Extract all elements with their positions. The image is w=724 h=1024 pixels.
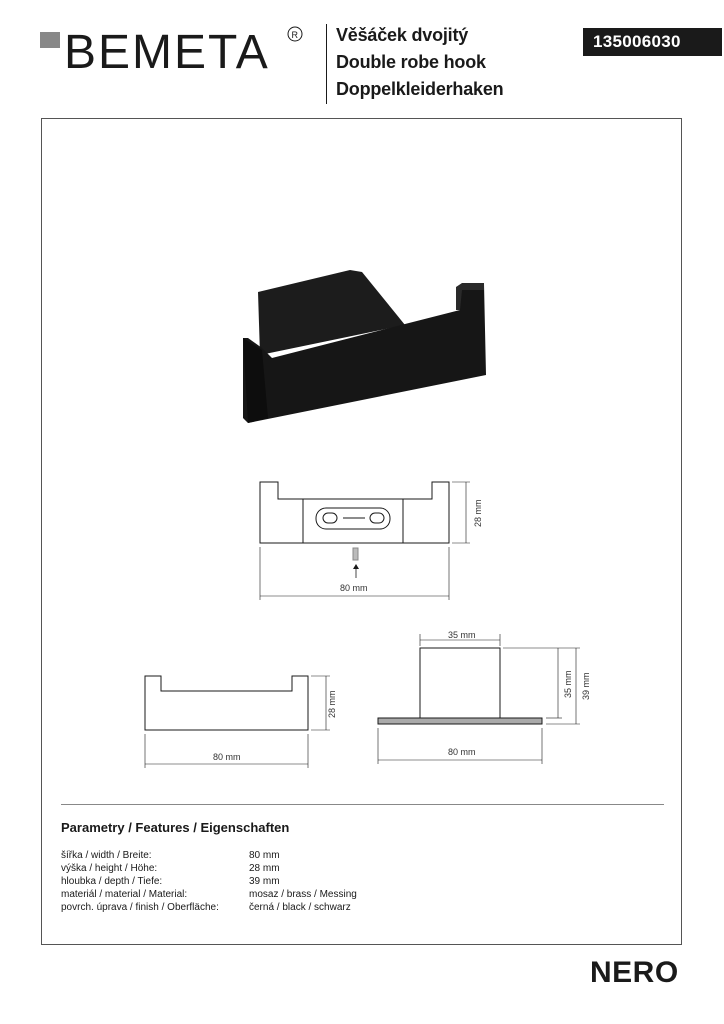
feature-value: 28 mm	[249, 863, 280, 874]
feature-value: černá / black / schwarz	[249, 902, 351, 913]
front-width-label: 80 mm	[340, 583, 368, 593]
arrow-up-icon	[353, 564, 359, 569]
side-height-label: 28 mm	[327, 690, 337, 718]
feature-value: 80 mm	[249, 850, 280, 861]
side-view-outline	[145, 676, 308, 730]
logo-text: BEMETA	[64, 26, 270, 79]
top-depth-label: 35 mm	[448, 630, 476, 640]
top-view-body	[420, 648, 500, 718]
title-cz: Věšáček dvojitý	[336, 25, 469, 45]
feature-value: 39 mm	[249, 876, 280, 887]
screw-icon	[353, 548, 358, 560]
feature-label: šířka / width / Breite:	[61, 850, 152, 861]
product-code-badge: 135006030	[583, 28, 722, 56]
feature-label: materiál / material / Material:	[61, 889, 188, 900]
feature-row	[61, 888, 357, 901]
slot-hole-left-icon	[323, 513, 337, 523]
slot-hole-right-icon	[370, 513, 384, 523]
registered-mark-text: R	[291, 30, 298, 40]
features-divider	[61, 804, 664, 805]
feature-value: mosaz / brass / Messing	[249, 889, 357, 900]
feature-label: výška / height / Höhe:	[61, 863, 158, 874]
features-table	[61, 849, 357, 914]
side-width-label: 80 mm	[213, 752, 241, 762]
front-height-label: 28 mm	[473, 499, 483, 527]
front-view-outline	[260, 482, 449, 543]
title-en: Double robe hook	[336, 52, 486, 72]
top-view-base	[378, 718, 542, 724]
feature-row	[61, 875, 357, 888]
product-render	[243, 270, 486, 423]
feature-row	[61, 849, 357, 862]
top-view	[378, 634, 580, 764]
series-name: NERO	[590, 956, 679, 989]
top-width-label: 80 mm	[448, 747, 476, 757]
feature-row	[61, 901, 357, 914]
feature-label: hloubka / depth / Tiefe:	[61, 876, 163, 887]
top-h2-label: 39 mm	[581, 672, 591, 700]
title-de: Doppelkleiderhaken	[336, 79, 504, 99]
feature-row	[61, 862, 357, 875]
features-title: Parametry / Features / Eigenschaften	[61, 820, 290, 835]
top-h1-label: 35 mm	[563, 670, 573, 698]
feature-label: povrch. úprava / finish / Oberfläche:	[61, 902, 219, 913]
